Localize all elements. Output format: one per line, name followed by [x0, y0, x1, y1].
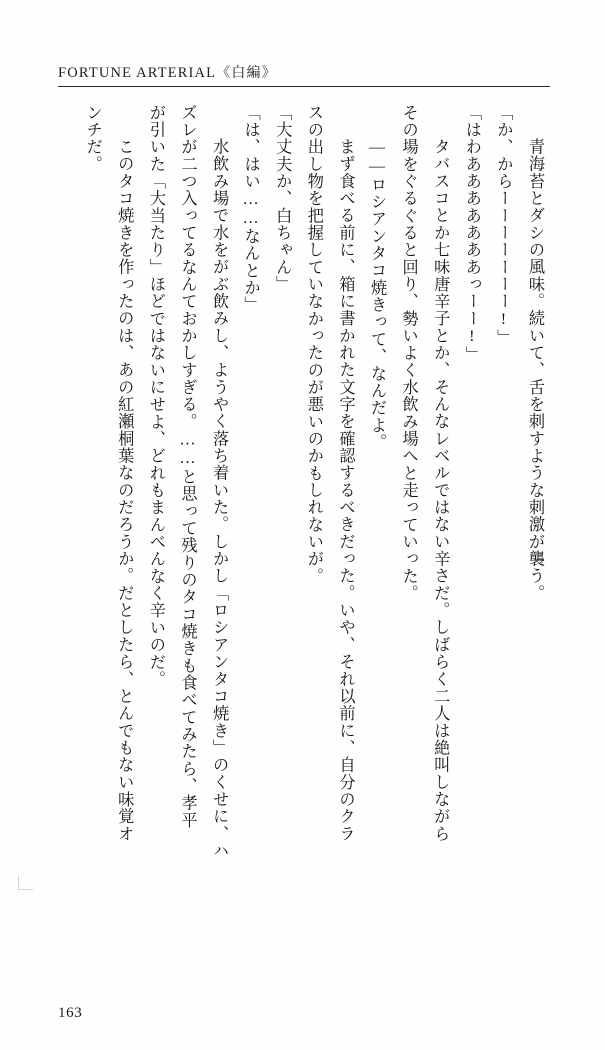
paragraph: 「か、からーーーーーーー!」 — [494, 104, 513, 347]
paragraph: 水飲み場で水をがぶ飲みし、ようやく落ち着いた。しかし「ロシアンタコ焼き」のくせに、ハ — [210, 121, 229, 860]
paragraph: その場をぐるぐると回り、勢いよく水飲み場へと走っていった。 — [399, 104, 418, 602]
body-text — [54, 104, 550, 984]
paragraph: 「はわあああああああっーー!」 — [462, 104, 481, 364]
paragraph: スの出し物を把握していなかったのが悪いのかもしれないが。 — [304, 104, 323, 585]
paragraph: 「大丈夫か、白ちゃん」 — [273, 104, 292, 293]
paragraph: ズレが二つ入ってるなんておかしすぎる。……と思って残りのタコ焼きも食べてみたら、孝平 — [178, 104, 197, 829]
paragraph: ンチだ。 — [83, 104, 102, 173]
paragraph: が引いた「大当たり」ほどではないにせよ、どれもまんべんなく辛いのだ。 — [146, 104, 165, 688]
running-header-volume: 《白編》 — [216, 66, 277, 81]
corner-mark — [18, 875, 33, 890]
paragraph: このタコ焼きを作ったのは、あの紅瀬桐葉なのだろうか。だとしたら、とんでもない味覚オ — [115, 121, 134, 843]
paragraph: タバスコとか七味唐辛子とか、そんなレベルではない辛さだ。しばらく二人は絶叫しながら — [431, 121, 450, 843]
page-number: 163 — [58, 1005, 83, 1021]
header-rule — [58, 86, 550, 87]
paragraph: 「は、はい……なんとか」 — [241, 104, 260, 314]
running-header — [58, 62, 277, 82]
paragraph: ——ロシアンタコ焼きって、なんだよ。 — [368, 121, 387, 451]
paragraph: 青海苔とダシの風味。続いて、舌を刺すような刺激が襲う。 — [526, 121, 544, 602]
paragraph: まず食べる前に、箱に書かれた文字を確認するべきだった。いや、それ以前に、自分のクラ — [336, 121, 355, 843]
running-header-series: FORTUNE ARTERIAL — [58, 65, 217, 81]
